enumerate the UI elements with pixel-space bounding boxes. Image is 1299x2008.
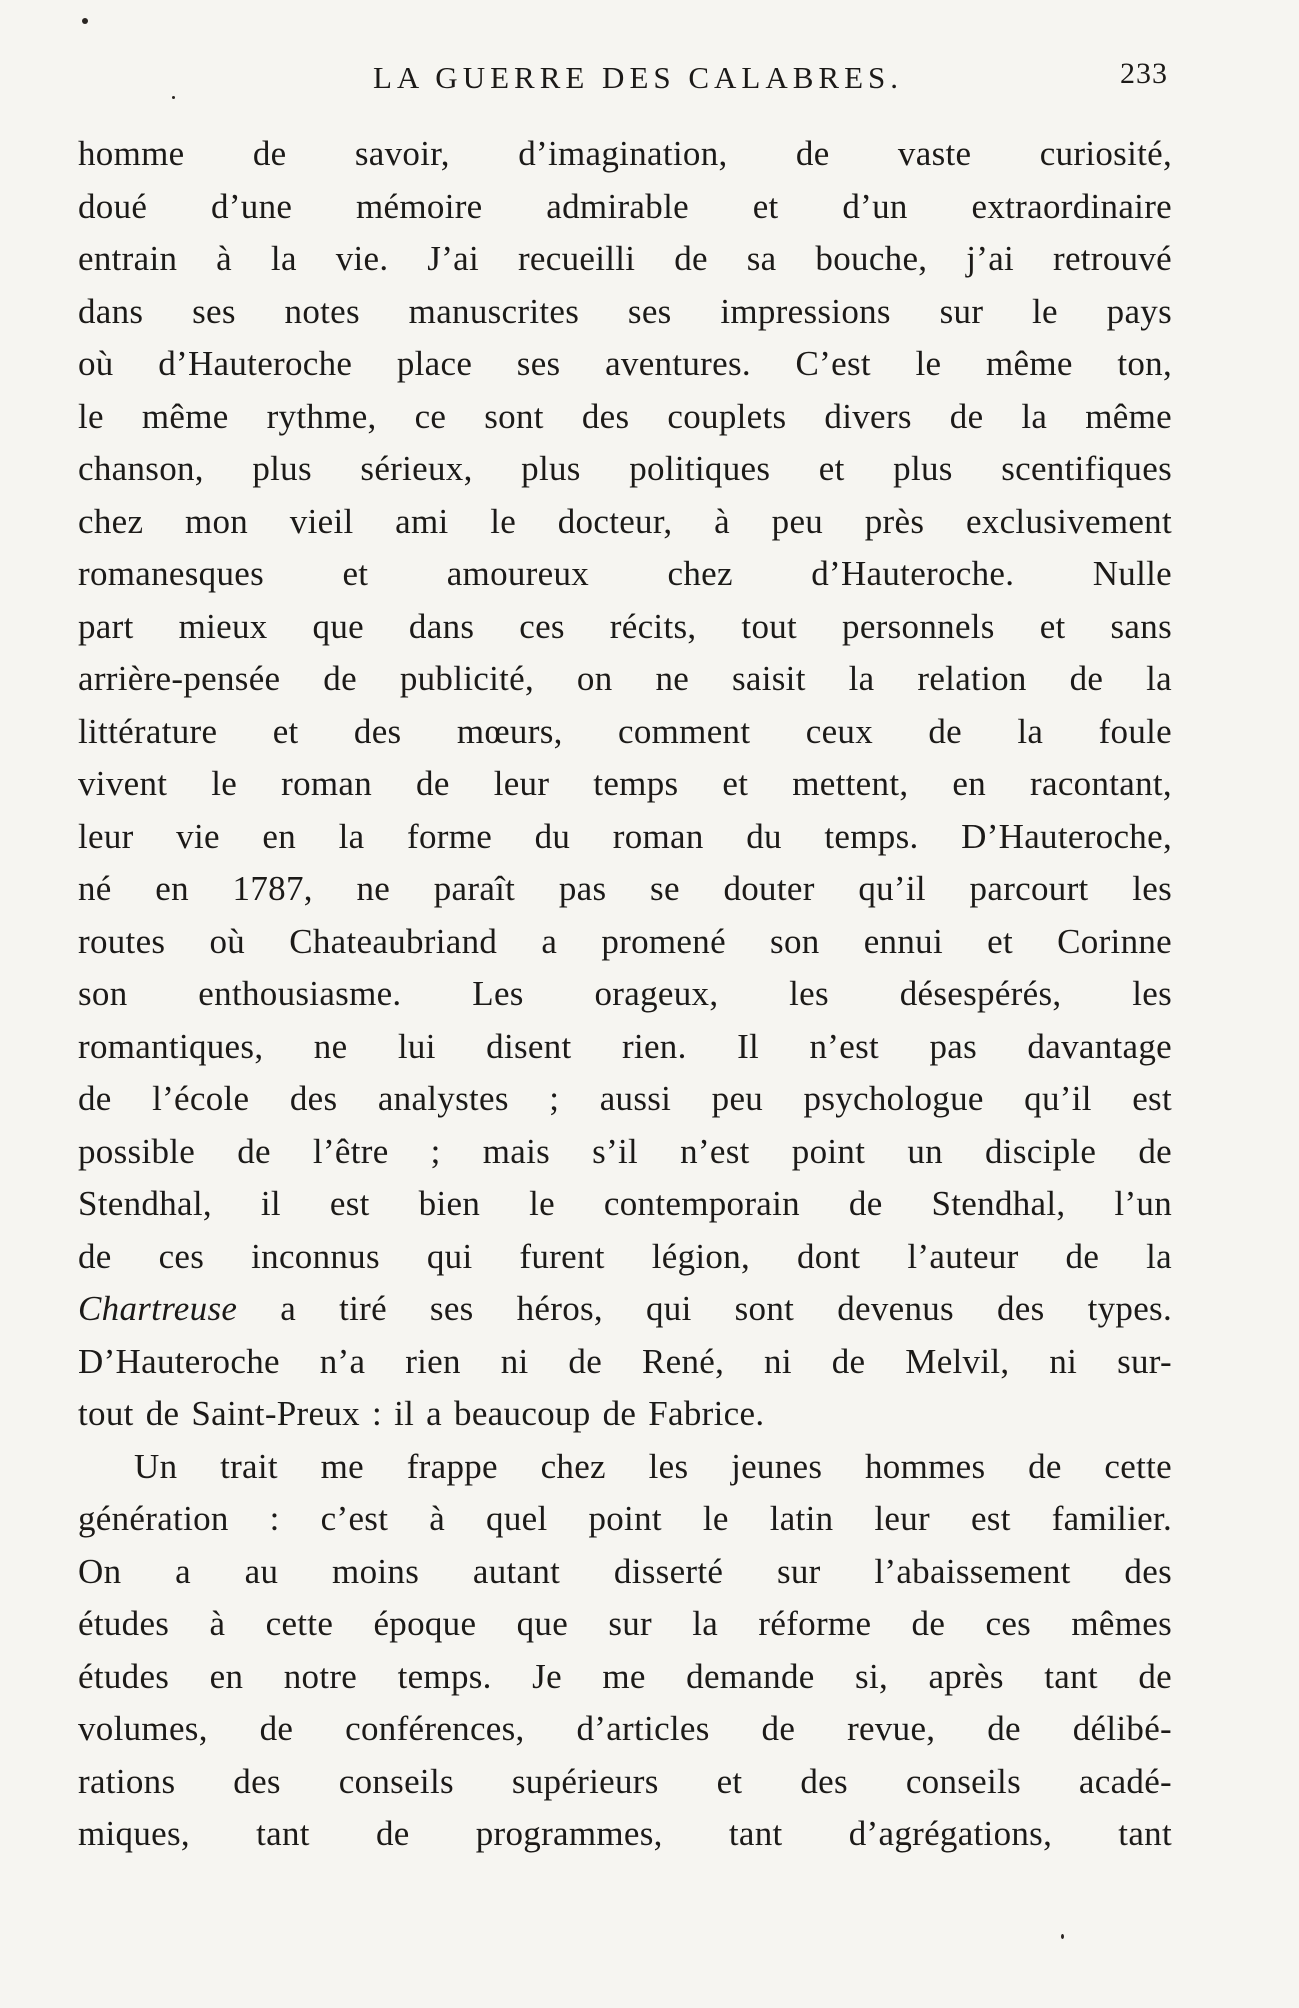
text-line: études à cette époque que sur la réforme de ces mêmes	[78, 1604, 1172, 1643]
text-line: possible de l’être ; mais s’il n’est point un disciple de	[78, 1131, 1172, 1171]
text-line: miques, tant de programmes, tant d’agrégations, tant	[78, 1814, 1172, 1853]
print-speck	[82, 18, 88, 24]
print-speck	[1061, 1934, 1064, 1939]
text-line: études en notre temps. Je me demande si, après tant de	[78, 1656, 1172, 1696]
text-line: Stendhal, il est bien le contemporain de Stendhal, l’un	[78, 1184, 1172, 1223]
text-line: de ces inconnus qui furent légion, dont l’auteur de la	[78, 1236, 1172, 1276]
text-line: On a au moins autant disserté sur l’abaissement des	[78, 1551, 1172, 1591]
page-number: 233	[1120, 57, 1168, 90]
text-line: entrain à la vie. J’ai recueilli de sa bouche, j’ai retrouvé	[78, 239, 1172, 278]
text-line: vivent le roman de leur temps et mettent, en racontant,	[78, 764, 1172, 803]
text-line: génération : c’est à quel point le latin leur est familier.	[78, 1499, 1172, 1538]
text-line: routes où Chateaubriand a promené son ennui et Corinne	[78, 921, 1172, 961]
page-header	[78, 57, 1168, 110]
italic-title: Chartreuse	[78, 1289, 238, 1328]
text-line: né en 1787, ne paraît pas se douter qu’il parcourt les	[78, 869, 1172, 908]
body-text	[78, 128, 1172, 1861]
text-line: Un trait me frappe chez les jeunes hommes de cette	[134, 1446, 1172, 1486]
text-line: romanesques et amoureux chez d’Hauteroche. Nulle	[78, 554, 1172, 593]
text-line: part mieux que dans ces récits, tout personnels et sans	[78, 606, 1172, 646]
text-line: homme de savoir, d’imagination, de vaste curiosité,	[78, 134, 1172, 173]
text-line: D’Hauteroche n’a rien ni de René, ni de Melvil, ni sur-	[78, 1341, 1172, 1381]
text-line: chez mon vieil ami le docteur, à peu près exclusivement	[78, 501, 1172, 541]
text-line: arrière-pensée de publicité, on ne saisit la relation de la	[78, 659, 1172, 698]
text-line: tout de Saint-Preux : il a beaucoup de Fabrice.	[78, 1394, 765, 1433]
text-fragment: a tiré ses héros, qui sont devenus des types.	[237, 1289, 1172, 1328]
text-line: doué d’une mémoire admirable et d’un extraordinaire	[78, 186, 1172, 226]
text-line: rations des conseils supérieurs et des conseils acadé-	[78, 1761, 1172, 1801]
text-line: le même rythme, ce sont des couplets divers de la même	[78, 396, 1172, 436]
text-line: dans ses notes manuscrites ses impressions sur le pays	[78, 291, 1172, 331]
text-line: de l’école des analystes ; aussi peu psychologue qu’il est	[78, 1079, 1172, 1118]
running-title: LA GUERRE DES CALABRES.	[372, 60, 904, 95]
text-line	[78, 1283, 1172, 1336]
text-line: volumes, de conférences, d’articles de revue, de délibé-	[78, 1709, 1172, 1748]
text-line: leur vie en la forme du roman du temps. D’Hauteroche,	[78, 816, 1172, 856]
text-line: littérature et des mœurs, comment ceux de la foule	[78, 711, 1172, 751]
text-line: son enthousiasme. Les orageux, les désespérés, les	[78, 974, 1172, 1013]
text-line: romantiques, ne lui disent rien. Il n’est pas davantage	[78, 1026, 1172, 1066]
text-line: où d’Hauteroche place ses aventures. C’est le même ton,	[78, 344, 1172, 383]
text-line: chanson, plus sérieux, plus politiques et plus scentifiques	[78, 449, 1172, 488]
